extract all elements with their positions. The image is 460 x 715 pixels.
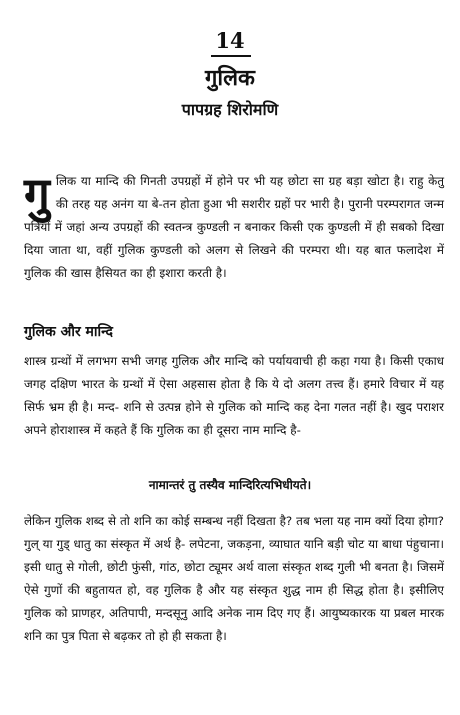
sanskrit-verse: नामान्तरं तु तस्यैव मान्दिरित्यभिधीयते। <box>148 478 312 492</box>
intro-text: लिक या मान्दि की गिनती उपग्रहों में होने पर भी यह छोटा सा ग्रह बड़ा खोटा है। राहु केतु की तरह यह अनंग या बे-तन होता हुआ भी सशरीर ग्रहों पर भारी है। पुरानी परम्परागत जन्म पत्रियों में जहां अन्य उपग्रहों की स्वतन्त्र कुण्डली न बनाकर किसी एक कुण्डली में ही सबको दिखा दिया जाता था, वहीं गुलिक कुण्डली को अलग से लिखने की परम्परा थी। यह बात फलादेश में गुलिक की खास हैसियत का ही इशारा करती है। <box>24 174 444 280</box>
chapter-number: 14 <box>215 28 245 53</box>
drop-cap: गु <box>24 167 50 221</box>
chapter-title: गुलिक <box>205 66 255 91</box>
chapter-subtitle: पापग्रह शिरोमणि <box>181 100 279 119</box>
intro-paragraph <box>24 167 444 285</box>
chapter-number-underline <box>211 55 251 57</box>
section-paragraph-1: शास्त्र ग्रन्थों में लगभग सभी जगह गुलिक और मान्दि को पर्यायवाची ही कहा गया है। किसी एकाध जगह दक्षिण भारत के ग्रन्थों में ऐसा अहसास होता है कि ये दो अलग तत्त्व हैं। हमारे विचार में यह सिर्फ भ्रम ही है। मन्द- शनि से उत्पन्न होने से गुलिक को मान्दि कह देना गलत नहीं है। खुद पराशर अपने होराशास्त्र में कहते हैं कि गुलिक का ही दूसरा नाम मान्दि है- <box>24 354 444 437</box>
section-paragraph-2: लेकिन गुलिक शब्द से तो शनि का कोई सम्बन्ध नहीं दिखता है? तब भला यह नाम क्यों दिया होगा? गुल् या गुड् धातु का संस्कृत में अर्थ है- लपेटना, जकड़ना, व्याघात यानि बड़ी चोट या बाधा पंहुचाना। इसी धातु से गोली, छोटी फुंसी, गांठ, छोटा ट्यूमर अर्थ वाला संस्कृत शब्द गुली भी बनता है। जिसमें ऐसे गुणों की बहुतायत हो, वह गुलिक है और यह संस्कृत शुद्ध नाम ही सिद्ध होता है। इसीलिए गुलिक को प्राणहर, अतिपापी, मन्दसूनु आदि अनेक नाम दिए गए हैं। आयुष्यकारक या प्रबल मारक शनि का पुत्र पिता से बढ़कर तो हो ही सकता है। <box>24 514 444 643</box>
section-heading: गुलिक और मान्दि <box>24 324 113 340</box>
